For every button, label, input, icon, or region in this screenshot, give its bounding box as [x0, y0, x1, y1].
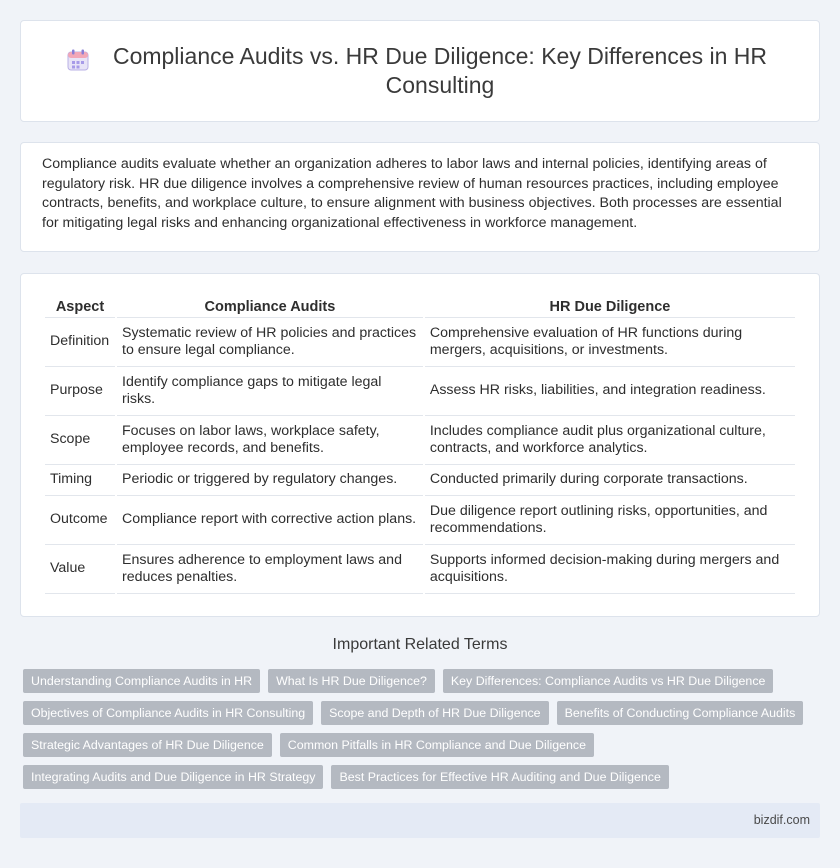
footer [20, 803, 820, 838]
tag-row [23, 733, 823, 757]
page-title: Compliance Audits vs. HR Due Diligence: Key Differences in HR Consulting [112, 43, 768, 98]
compliance-cell: Periodic or triggered by regulatory changes. [117, 465, 423, 496]
tag-row [23, 765, 823, 789]
compliance-cell: Identify compliance gaps to mitigate legal risks. [117, 367, 423, 416]
table-row [45, 545, 795, 594]
related-term-tag[interactable]: Scope and Depth of HR Due Diligence [321, 701, 548, 725]
aspect-cell: Definition [45, 318, 115, 367]
intro-paragraph: Compliance audits evaluate whether an organization adheres to labor laws and internal policies, identifying areas of regulatory risk. HR due diligence involves a comprehensive review of human resources practices, including employee contracts, benefits, and workplace culture, to ensure alignment with business objectives. Both processes are essential for mitigating legal risks and enhancing organizational effectiveness in workforce management. [42, 156, 782, 231]
related-term-tag[interactable]: Objectives of Compliance Audits in HR Consulting [23, 701, 313, 725]
related-term-tag[interactable]: Key Differences: Compliance Audits vs HR Due Diligence [443, 669, 774, 693]
related-terms-tags [23, 669, 823, 797]
related-term-tag[interactable]: What Is HR Due Diligence? [268, 669, 435, 693]
title-card [20, 20, 820, 122]
related-term-tag[interactable]: Understanding Compliance Audits in HR [23, 669, 260, 693]
related-term-tag[interactable]: Strategic Advantages of HR Due Diligence [23, 733, 272, 757]
tag-row [23, 669, 823, 693]
due-diligence-cell: Supports informed decision-making during mergers and acquisitions. [425, 545, 795, 594]
table-row [45, 416, 795, 465]
aspect-cell: Timing [45, 465, 115, 496]
table-row [45, 318, 795, 367]
compliance-cell: Systematic review of HR policies and practices to ensure legal compliance. [117, 318, 423, 367]
due-diligence-cell: Includes compliance audit plus organizational culture, contracts, and workforce analytics. [425, 416, 795, 465]
table-row [45, 496, 795, 545]
aspect-cell: Value [45, 545, 115, 594]
comparison-table [43, 294, 797, 594]
table-header-row [45, 294, 795, 318]
related-term-tag[interactable]: Common Pitfalls in HR Compliance and Due Diligence [280, 733, 594, 757]
aspect-cell: Purpose [45, 367, 115, 416]
due-diligence-cell: Conducted primarily during corporate transactions. [425, 465, 795, 496]
header-aspect: Aspect [45, 294, 115, 318]
compliance-cell: Compliance report with corrective action plans. [117, 496, 423, 545]
comparison-card [20, 273, 820, 617]
due-diligence-cell: Due diligence report outlining risks, opportunities, and recommendations. [425, 496, 795, 545]
table-row [45, 465, 795, 496]
due-diligence-cell: Assess HR risks, liabilities, and integration readiness. [425, 367, 795, 416]
header-compliance-audits: Compliance Audits [117, 294, 423, 318]
table-row [45, 367, 795, 416]
due-diligence-cell: Comprehensive evaluation of HR functions during mergers, acquisitions, or investments. [425, 318, 795, 367]
related-terms-title: Important Related Terms [332, 636, 508, 653]
intro-card [20, 142, 820, 252]
site-name[interactable]: bizdif.com [753, 813, 810, 827]
related-term-tag[interactable]: Best Practices for Effective HR Auditing and Due Diligence [331, 765, 668, 789]
aspect-cell: Scope [45, 416, 115, 465]
compliance-cell: Focuses on labor laws, workplace safety, employee records, and benefits. [117, 416, 423, 465]
aspect-cell: Outcome [45, 496, 115, 545]
header-hr-due-diligence: HR Due Diligence [425, 294, 795, 318]
related-term-tag[interactable]: Integrating Audits and Due Diligence in HR Strategy [23, 765, 323, 789]
tag-row [23, 701, 823, 725]
compliance-cell: Ensures adherence to employment laws and reduces penalties. [117, 545, 423, 594]
related-term-tag[interactable]: Benefits of Conducting Compliance Audits [557, 701, 804, 725]
